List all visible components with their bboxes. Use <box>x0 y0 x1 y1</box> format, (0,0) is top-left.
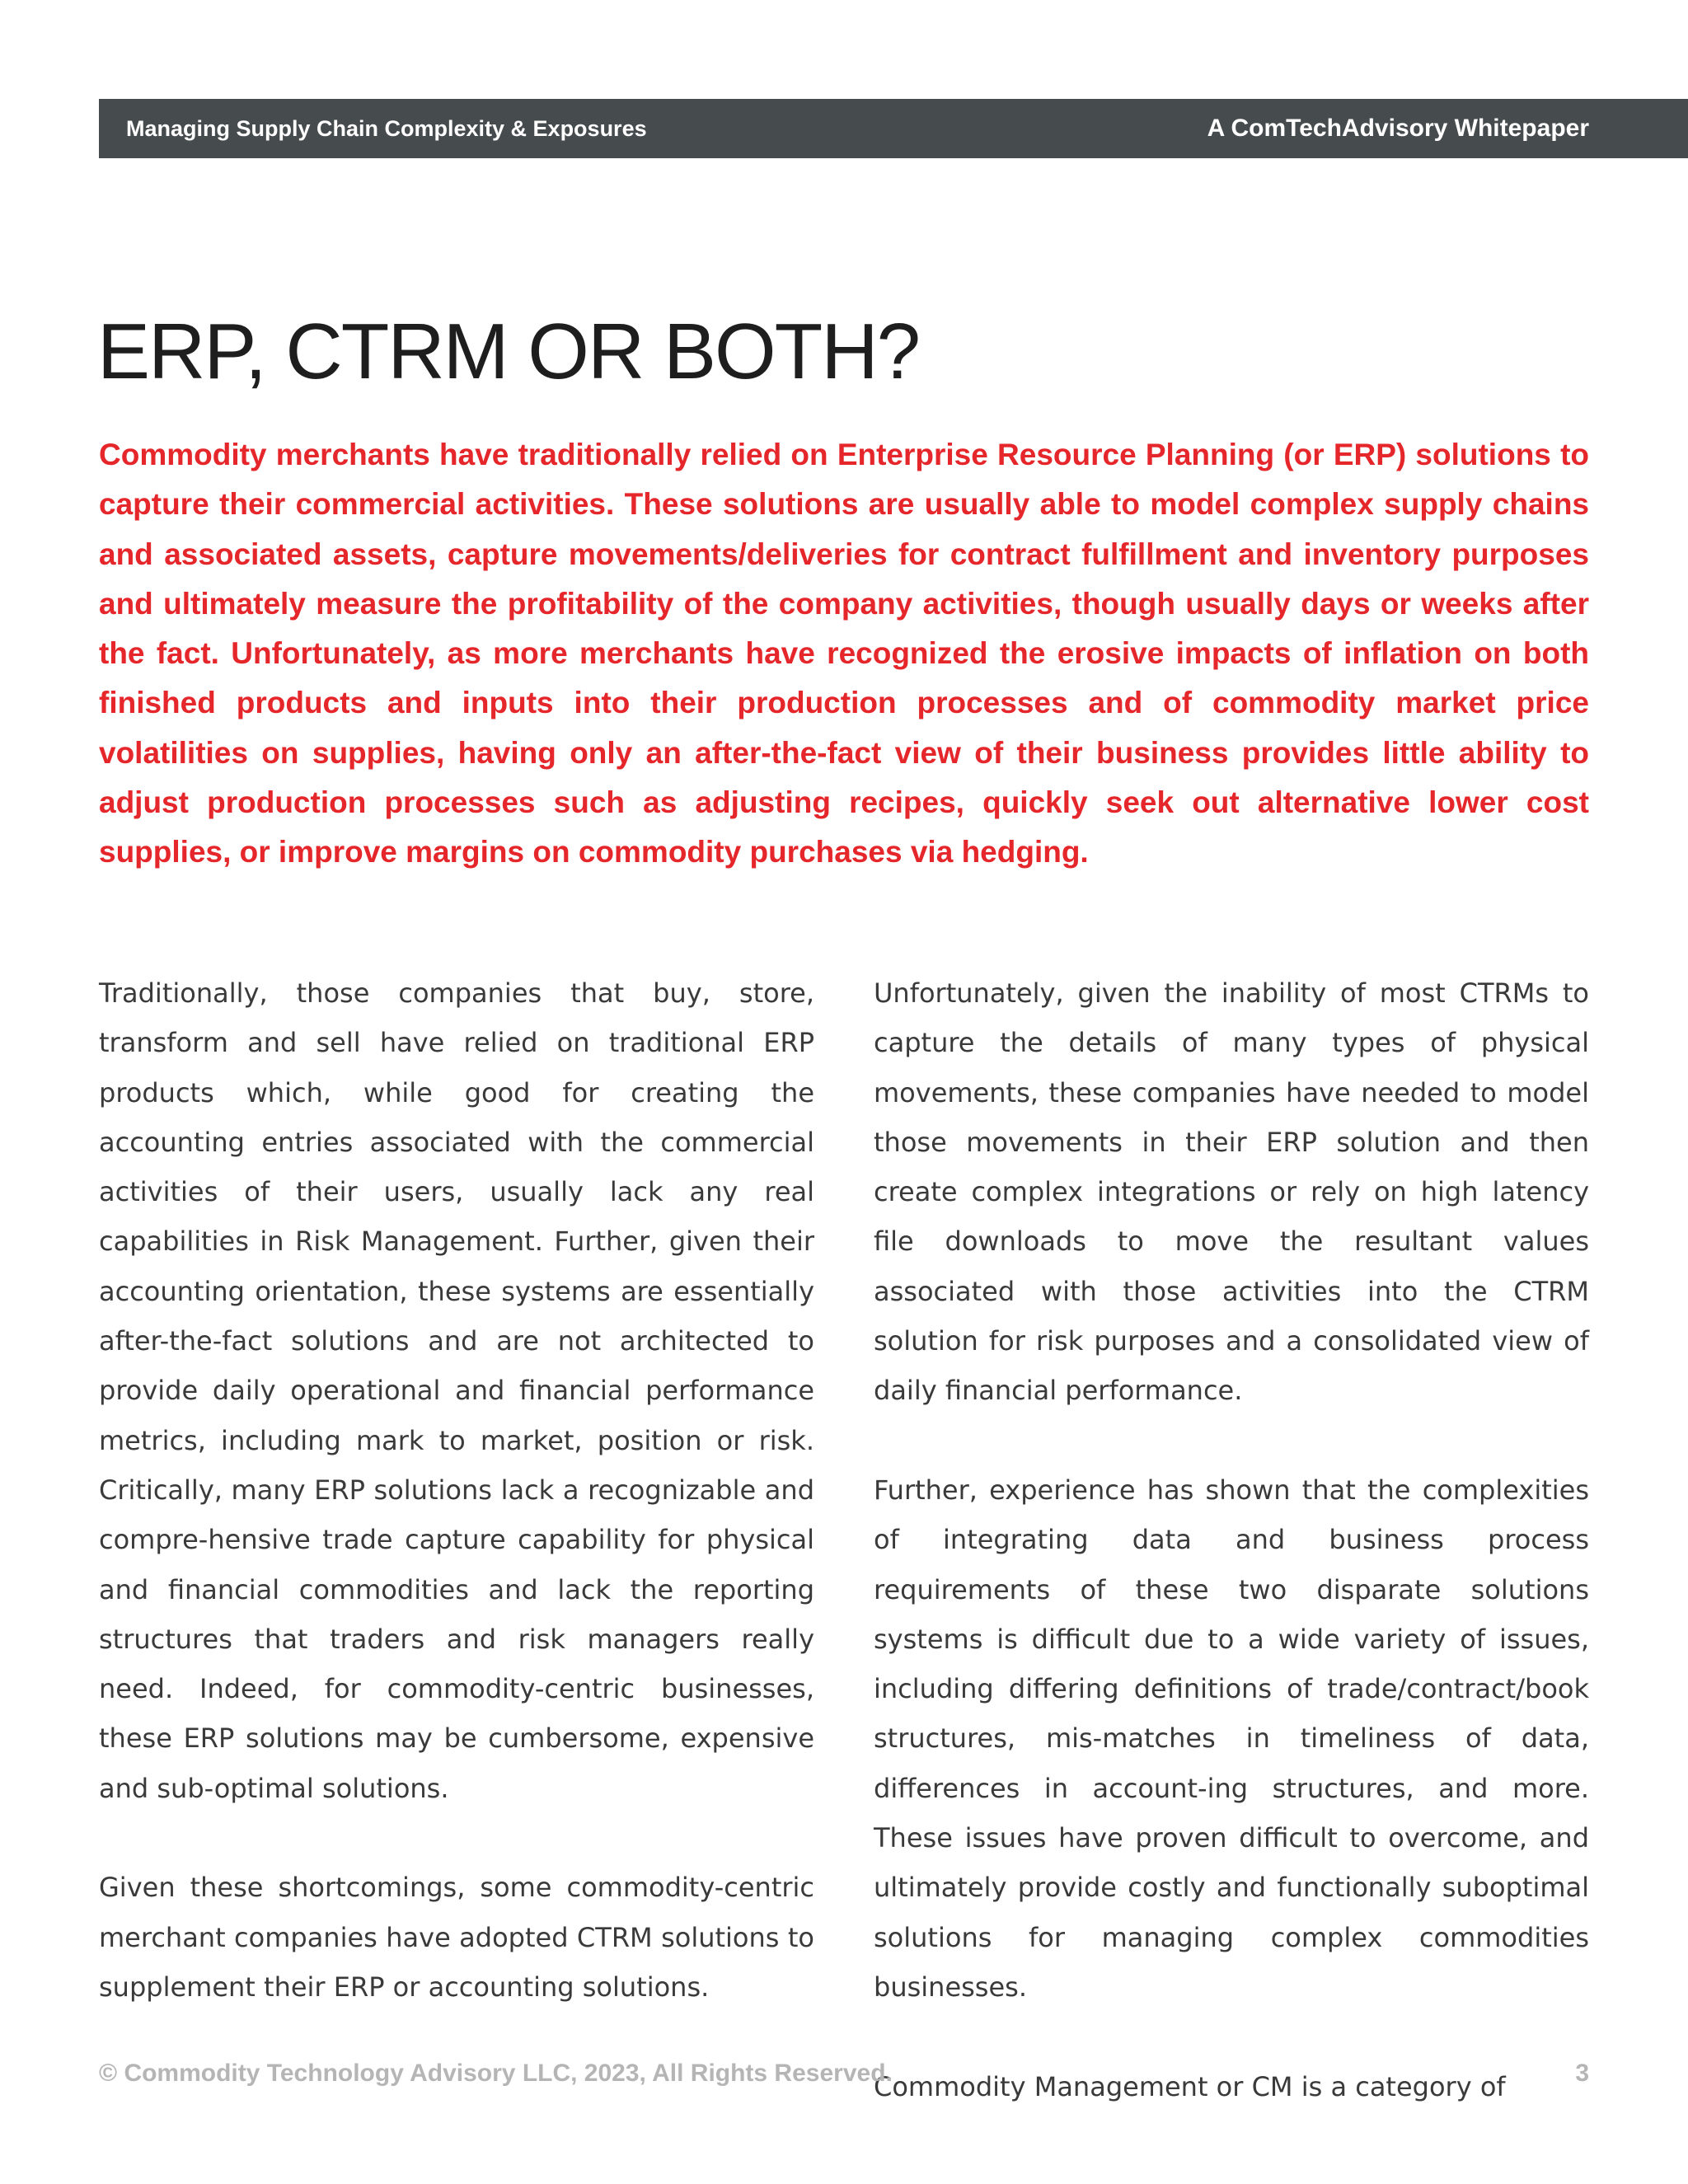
lead-paragraph: Commodity merchants have traditionally relied on Enterprise Resource Planning (or ERP) solutions to capture their commercial activities. These solutions are usually able to model complex supply chains and associated assets, capture movements/deliveries for contract fulfillment and inventory purposes and ultimately measure the profitability of the company activities, though usually days or weeks after the fact. Unfortunately, as more merchants have recognized the erosive impacts of inflation on both finished products and inputs into their production processes and of commodity market price volatilities on supplies, having only an after-the-fact view of their business provides little ability to adjust production processes such as adjusting recipes, quickly seek out alternative lower cost supplies, or improve margins on commodity purchases via hedging. <box>99 438 1589 869</box>
body-paragraph: Further, experience has shown that the complexities of integrating data and business process requirements of these two disparate solutions systems is difficult due to a wide variety of issues, including differing definitions of trade/contract/book structures, mis-matches in timeliness of data, differences in account-ing structures, and more. These issues have proven difficult to overcome, and ultimately provide costly and functionally suboptimal solutions for managing complex commodities businesses. <box>874 1474 1589 2003</box>
header-publication-label: A ComTechAdvisory Whitepaper <box>1207 115 1589 142</box>
page-number: 3 <box>1575 2060 1589 2087</box>
body-paragraph: Given these shortcomings, some commodity-centric merchant companies have adopted CTRM solutions to supplement their ERP or accounting solutions. <box>99 1872 814 2003</box>
body-left-column <box>99 968 814 2062</box>
section-title: ERP, CTRM OR BOTH? <box>97 307 920 396</box>
header-bar <box>99 99 1688 158</box>
header-document-title: Managing Supply Chain Complexity & Exposures <box>126 116 647 141</box>
body-paragraph: Commodity Management or CM is a category of <box>874 2070 1506 2102</box>
body-paragraph: Traditionally, those companies that buy, store, transform and sell have relied on traditional ERP products which, while good for creating the accounting entries associated with the commercial activities of their users, usually lack any real capabilities in Risk Management. Further, given their accounting orientation, these systems are essentially after-the-fact solutions and are not architected to provide daily operational and financial performance metrics, including mark to market, position or risk. Critically, many ERP solutions lack a recognizable and compre-hensive trade capture capability for physical and financial commodities and lack the reporting structures that traders and risk managers really need. Indeed, for commodity-centric businesses, these ERP solutions may be cumbersome, expensive and sub-optimal solutions. <box>99 977 814 1804</box>
body-right-column <box>874 968 1589 2161</box>
body-paragraph: Unfortunately, given the inability of most CTRMs to capture the details of many types of physical movements, these companies have needed to model those movements in their ERP solution and then create complex integrations or rely on high latency file downloads to move the resultant values associated with those activities into the CTRM solution for risk purposes and a consolidated view of daily financial performance. <box>874 977 1589 1407</box>
footer-copyright: © Commodity Technology Advisory LLC, 2023, All Rights Reserved. <box>99 2060 893 2087</box>
